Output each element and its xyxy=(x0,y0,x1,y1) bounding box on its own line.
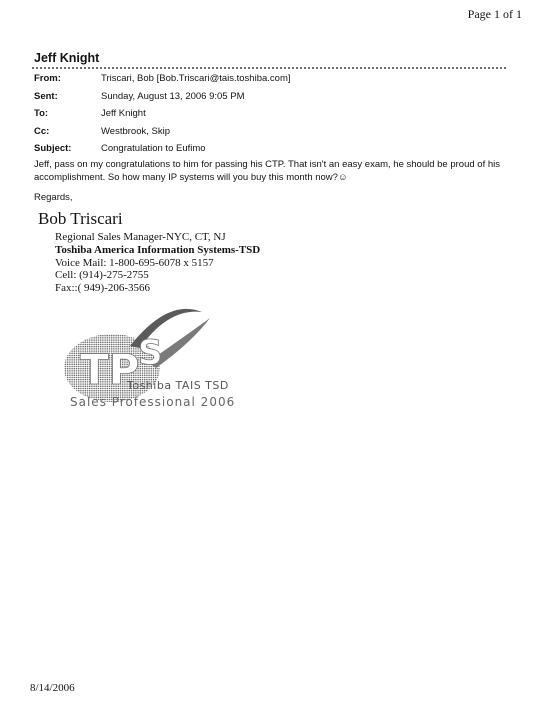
header-value: Sunday, August 13, 2006 9:05 PM xyxy=(101,90,245,102)
email-headers xyxy=(34,73,291,161)
header-label: Cc: xyxy=(34,125,50,137)
header-sent xyxy=(34,91,291,109)
svg-text:TP: TP xyxy=(80,345,140,394)
logo-caption: Toshiba TAIS TSD xyxy=(127,379,229,392)
header-label: From: xyxy=(34,73,61,84)
header-label: Sent: xyxy=(34,90,58,102)
logo-award-text: Sales Professional 2006 xyxy=(70,395,236,409)
signature-cell: Cell: (914)-275-2755 xyxy=(55,269,149,281)
page-number: Page 1 of 1 xyxy=(467,7,522,21)
svg-text:S: S xyxy=(138,333,163,373)
signature-name: Bob Triscari xyxy=(38,209,123,228)
email-body: Jeff, pass on my congratulations to him for passing his CTP. That isn't an easy exam, he should be proud of his accomplishment. So how many IP systems will you buy this month now?☺ xyxy=(34,159,500,183)
header-divider xyxy=(32,67,506,69)
signature-fax: Fax::( 949)-206-3566 xyxy=(55,282,151,294)
signature-title: Regional Sales Manager-NYC, CT, NJ xyxy=(55,231,226,243)
print-date: 8/14/2006 xyxy=(30,682,75,694)
closing: Regards, xyxy=(34,192,73,203)
header-value: Congratulation to Eufimo xyxy=(101,143,206,154)
header-from xyxy=(34,73,291,91)
header-value: Jeff Knight xyxy=(101,108,146,119)
signature-voicemail: Voice Mail: 1-800-695-6078 x 5157 xyxy=(55,257,214,269)
header-to xyxy=(34,108,291,126)
signature-company: Toshiba America Information Systems-TSD xyxy=(55,244,261,256)
header-cc xyxy=(34,126,291,144)
header-label: To: xyxy=(34,108,49,119)
sender-name: Jeff Knight xyxy=(34,51,100,65)
header-value: Westbrook, Skip xyxy=(101,125,170,137)
header-value: Triscari, Bob [Bob.Triscari@tais.toshiba.com] xyxy=(101,73,291,84)
header-label: Subject: xyxy=(34,143,72,154)
